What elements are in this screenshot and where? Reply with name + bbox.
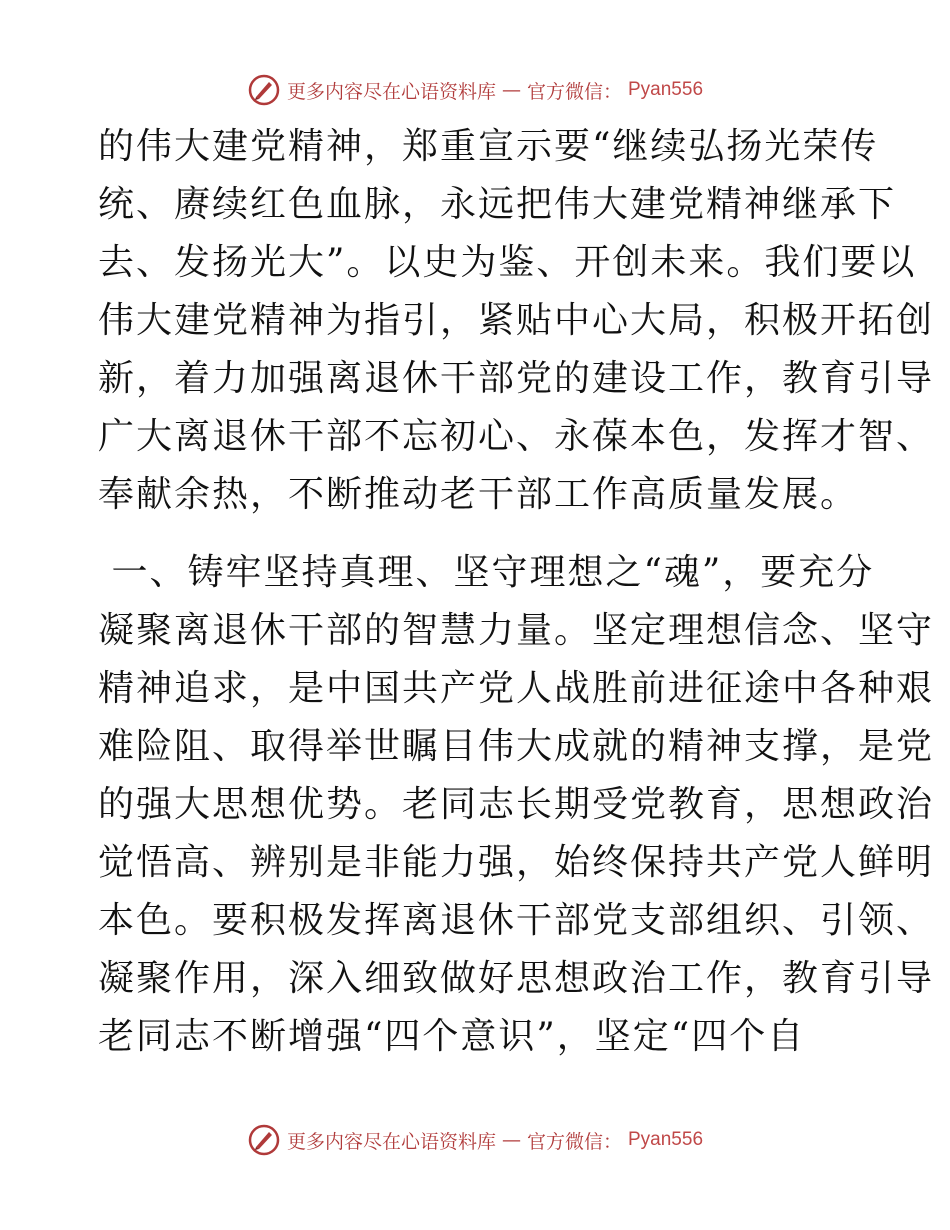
text-line: 的强大思想优势。老同志长期受党教育，思想政治 <box>98 784 935 825</box>
text-line: 觉悟高、辨别是非能力强，始终保持共产党人鲜明 <box>98 842 935 883</box>
text-line: 的伟大建党精神，郑重宣示要“继续弘扬光荣传 <box>98 126 879 167</box>
text-line: 奉献余热，不断推动老干部工作高质量发展。 <box>98 474 859 515</box>
wechat-label: 官方微信： <box>526 1130 622 1153</box>
text-line: 本色。要积极发挥离退休干部党支部组织、引领、 <box>98 900 935 941</box>
wechat-id: Pyan556 <box>628 1129 704 1150</box>
banner-separator: — <box>501 79 521 101</box>
text-line: 凝聚离退休干部的智慧力量。坚定理想信念、坚守 <box>98 610 935 651</box>
library-text: 更多内容尽在心语资料库 <box>286 1130 496 1153</box>
text-line: 新，着力加强离退休干部党的建设工作，教育引导 <box>98 358 935 399</box>
paragraph-1 <box>98 118 935 524</box>
banner-separator: — <box>501 1129 521 1151</box>
footer-banner <box>0 1120 950 1160</box>
text-line: 广大离退休干部不忘初心、永葆本色，发挥才智、 <box>98 416 935 457</box>
quill-seal-icon <box>247 73 281 107</box>
paragraph-2 <box>98 544 935 1066</box>
text-line: 去、发扬光大”。以史为鉴、开创未来。我们要以 <box>98 242 917 283</box>
library-text: 更多内容尽在心语资料库 <box>286 80 496 103</box>
text-line: 老同志不断增强“四个意识”，坚定“四个自 <box>98 1016 806 1057</box>
text-line: 难险阻、取得举世瞩目伟大成就的精神支撑，是党 <box>98 726 935 767</box>
quill-seal-icon <box>247 1123 281 1157</box>
text-line: 伟大建党精神为指引，紧贴中心大局，积极开拓创 <box>98 300 935 341</box>
text-line: 精神追求，是中国共产党人战胜前进征途中各种艰 <box>98 668 935 709</box>
document-body <box>98 118 935 1066</box>
wechat-label: 官方微信： <box>526 80 622 103</box>
text-line: 统、赓续红色血脉，永远把伟大建党精神继承下 <box>98 184 897 225</box>
section-heading-line: 一、铸牢坚持真理、坚守理想之“魂”，要充分 <box>98 552 875 593</box>
header-banner <box>0 70 950 110</box>
wechat-id: Pyan556 <box>628 79 704 100</box>
text-line: 凝聚作用，深入细致做好思想政治工作，教育引导 <box>98 958 935 999</box>
